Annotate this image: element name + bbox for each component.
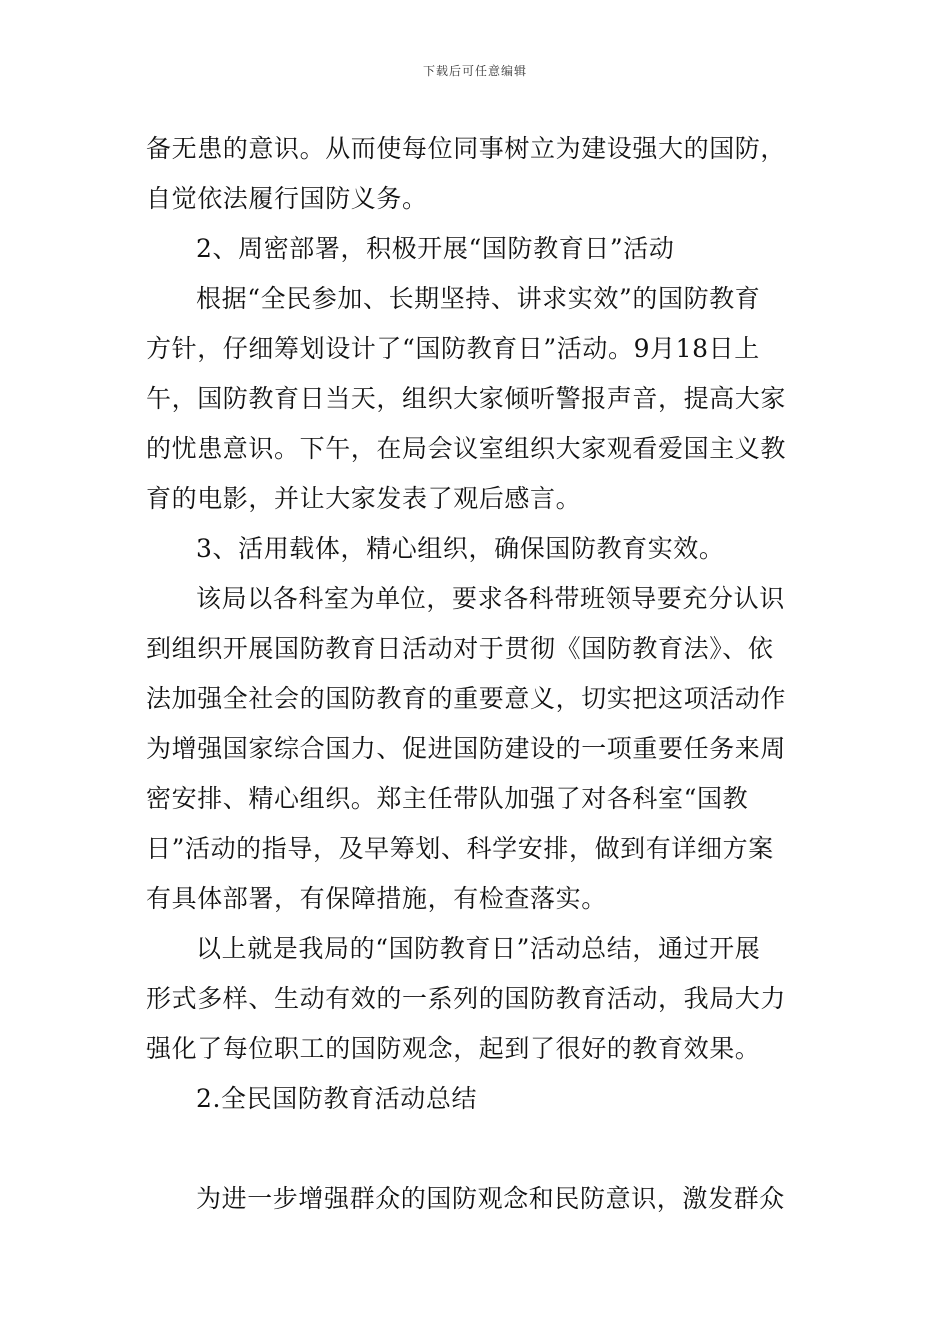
text-line: 以上就是我局的“国防教育日”活动总结，通过开展 <box>196 934 761 963</box>
text-line: 的忧患意识。下午，在局会议室组织大家观看爱国主义教 <box>146 434 787 463</box>
text-line: 法加强全社会的国防教育的重要意义，切实把这项活动作 <box>146 684 787 713</box>
text-line: 到组织开展国防教育日活动对于贯彻《国防教育法》、依 <box>146 634 774 663</box>
section-heading: 2.全民国防教育活动总结 <box>196 1084 478 1113</box>
document-body <box>146 124 808 1224</box>
text-line: 根据“全民参加、长期坚持、讲求实效”的国防教育 <box>196 284 761 313</box>
section-heading: 3、活用载体，精心组织，确保国防教育实效。 <box>196 534 725 563</box>
blank-line <box>146 1124 808 1174</box>
text-line: 日”活动的指导，及早筹划、科学安排，做到有详细方案 <box>146 834 774 863</box>
text-line: 自觉依法履行国防义务。 <box>146 184 428 213</box>
text-line: 该局以各科室为单位，要求各科带班领导要充分认识 <box>196 584 785 613</box>
page-header: 下载后可任意编辑 <box>422 64 527 78</box>
text-line: 形式多样、生动有效的一系列的国防教育活动，我局大力 <box>146 984 787 1013</box>
text-line: 育的电影，并让大家发表了观后感言。 <box>146 484 582 513</box>
text-line: 强化了每位职工的国防观念，起到了很好的教育效果。 <box>146 1034 761 1063</box>
text-line: 密安排、精心组织。郑主任带队加强了对各科室“国教 <box>146 784 749 813</box>
section-heading: 2、周密部署，积极开展“国防教育日”活动 <box>196 234 675 263</box>
text-line: 备无患的意识。从而使每位同事树立为建设强大的国防， <box>146 134 787 163</box>
text-line: 方针，仔细筹划设计了“国防教育日”活动。9月18日上 <box>146 334 760 363</box>
text-line: 有具体部署，有保障措施，有检查落实。 <box>146 884 607 913</box>
text-line: 为进一步增强群众的国防观念和民防意识，激发群众 <box>196 1184 785 1213</box>
text-line: 为增强国家综合国力、促进国防建设的一项重要任务来周 <box>146 734 787 763</box>
text-line: 午，国防教育日当天，组织大家倾听警报声音，提高大家 <box>146 384 787 413</box>
